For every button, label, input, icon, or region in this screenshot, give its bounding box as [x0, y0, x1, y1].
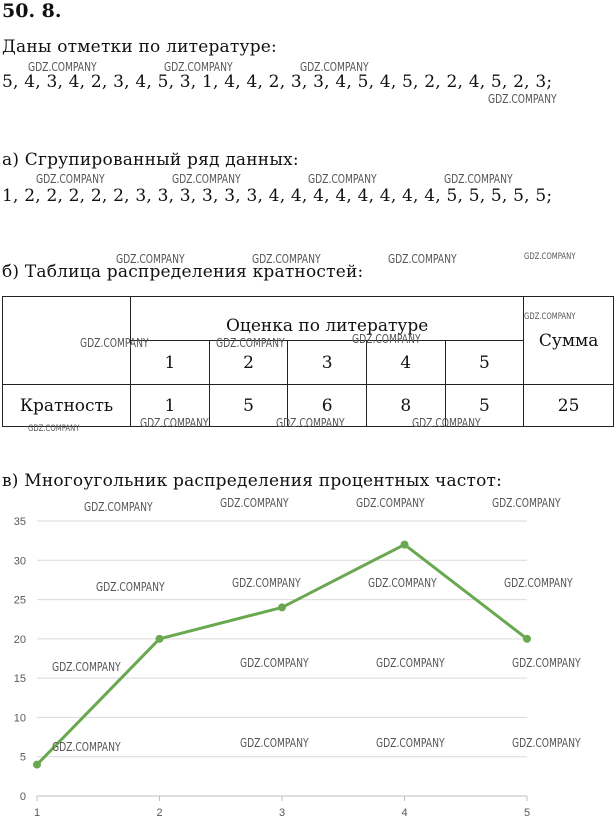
watermark: GDZ.COMPANY	[216, 336, 285, 350]
watermark: GDZ.COMPANY	[376, 656, 445, 670]
count-total: 25	[524, 385, 614, 427]
table-group-header: Оценка по литературе	[131, 297, 524, 341]
watermark: GDZ.COMPANY	[28, 424, 80, 434]
marks-list: 5, 4, 3, 4, 2, 3, 4, 5, 3, 1, 4, 4, 2, 3, 3, 4, 5, 4, 5, 2, 2, 4, 5, 2, 3;	[2, 72, 553, 92]
y-tick-label: 10	[13, 712, 26, 725]
x-tick-label: 4	[401, 807, 408, 819]
grade-5-header: 5	[445, 341, 524, 385]
watermark: GDZ.COMPANY	[300, 60, 369, 74]
watermark: GDZ.COMPANY	[412, 416, 481, 430]
watermark: GDZ.COMPANY	[444, 172, 513, 186]
y-tick-label: 30	[13, 555, 26, 568]
watermark: GDZ.COMPANY	[96, 580, 165, 594]
watermark: GDZ.COMPANY	[376, 736, 445, 750]
watermark: GDZ.COMPANY	[512, 736, 581, 750]
watermark: GDZ.COMPANY	[52, 660, 121, 674]
y-tick-label: 20	[13, 633, 26, 646]
x-tick-label: 5	[523, 807, 531, 819]
watermark: GDZ.COMPANY	[240, 736, 309, 750]
frequency-table	[2, 296, 614, 427]
watermark: GDZ.COMPANY	[80, 336, 149, 350]
count-grade-4: 8	[366, 385, 445, 427]
part-a-label: а) Сгрупированный ряд данных:	[2, 150, 299, 170]
grade-3-header: 3	[288, 341, 367, 385]
watermark: GDZ.COMPANY	[140, 416, 209, 430]
x-axis-ticks	[34, 807, 530, 819]
grade-2-header: 2	[209, 341, 288, 385]
watermark: GDZ.COMPANY	[240, 656, 309, 670]
part-c-label: в) Многоугольник распределения процентных частот:	[2, 471, 503, 491]
watermark: GDZ.COMPANY	[232, 576, 301, 590]
table-sum-header: Сумма	[524, 297, 614, 385]
watermark: GDZ.COMPANY	[28, 60, 97, 74]
part-b-label: б) Таблица распределения кратностей:	[2, 262, 364, 282]
watermark: GDZ.COMPANY	[164, 60, 233, 74]
watermark: GDZ.COMPANY	[84, 500, 153, 514]
watermark: GDZ.COMPANY	[352, 332, 421, 346]
watermark: GDZ.COMPANY	[512, 656, 581, 670]
y-tick-label: 0	[19, 791, 26, 803]
grouped-series: 1, 2, 2, 2, 2, 2, 3, 3, 3, 3, 3, 3, 4, 4, 4, 4, 4, 4, 4, 4, 5, 5, 5, 5, 5;	[2, 186, 553, 206]
y-axis-ticks	[14, 516, 26, 803]
count-grade-1: 1	[131, 385, 210, 427]
watermark: GDZ.COMPANY	[388, 252, 457, 266]
watermark: GDZ.COMPANY	[116, 252, 185, 266]
watermark: GDZ.COMPANY	[36, 172, 105, 186]
watermark: GDZ.COMPANY	[276, 416, 345, 430]
y-tick-label: 25	[13, 594, 26, 607]
count-grade-3: 6	[288, 385, 367, 427]
watermark: GDZ.COMPANY	[308, 172, 377, 186]
data-point	[33, 761, 41, 769]
count-grade-2: 5	[209, 385, 288, 427]
y-tick-label: 35	[13, 516, 26, 528]
grade-4-header: 4	[366, 341, 445, 385]
intro-label: Даны отметки по литературе:	[2, 37, 277, 57]
watermark: GDZ.COMPANY	[252, 252, 321, 266]
watermark: GDZ.COMPANY	[356, 496, 425, 510]
watermark: GDZ.COMPANY	[488, 92, 557, 106]
y-tick-label: 15	[13, 673, 26, 686]
grade-1-header: 1	[131, 341, 210, 385]
count-grade-5: 5	[445, 385, 524, 427]
watermark: GDZ.COMPANY	[220, 496, 289, 510]
watermark: GDZ.COMPANY	[172, 172, 241, 186]
x-tick-label: 1	[33, 807, 41, 819]
watermark: GDZ.COMPANY	[492, 496, 561, 510]
watermark: GDZ.COMPANY	[368, 576, 437, 590]
watermark: GDZ.COMPANY	[524, 312, 576, 322]
watermark: GDZ.COMPANY	[504, 576, 573, 590]
data-point	[523, 635, 531, 643]
row-label: Кратность	[3, 385, 131, 427]
exercise-number: 50. 8.	[2, 0, 62, 22]
watermark: GDZ.COMPANY	[524, 252, 576, 262]
series-points	[33, 541, 531, 769]
x-tick-label: 3	[278, 807, 286, 819]
x-tick-label: 2	[156, 807, 163, 819]
y-tick-label: 5	[19, 751, 26, 764]
data-point	[278, 603, 286, 611]
watermark: GDZ.COMPANY	[52, 740, 121, 754]
data-point	[156, 635, 164, 643]
data-point	[401, 541, 409, 549]
